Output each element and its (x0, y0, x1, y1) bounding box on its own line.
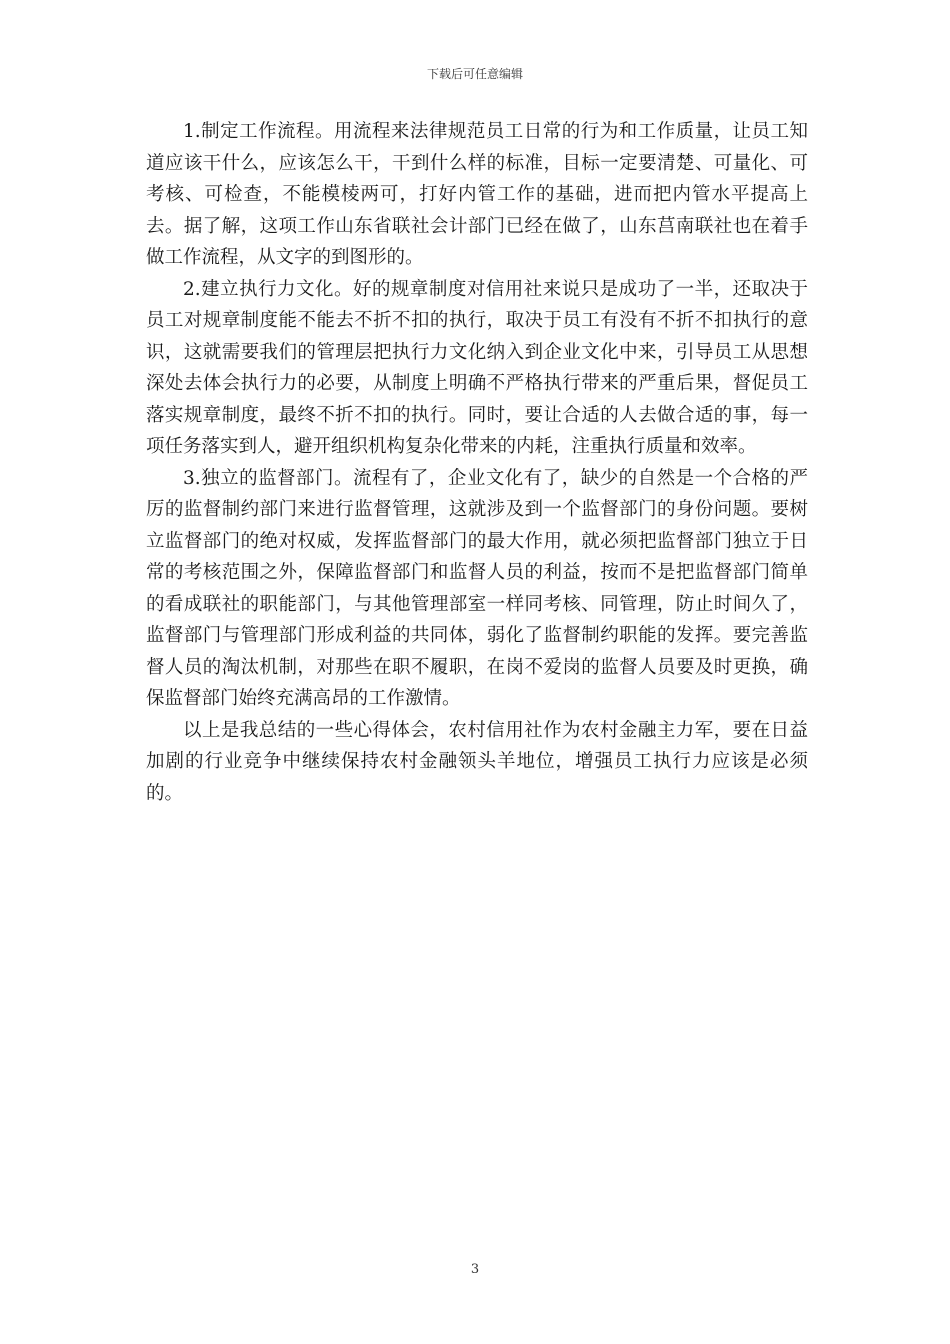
document-body (146, 116, 808, 809)
page-header: 下载后可任意编辑 (426, 67, 523, 81)
paragraph-execution-culture: 2.建立执行力文化。好的规章制度对信用社来说只是成功了一半，还取决于员工对规章制度能不能去不折不扣的执行，取决于员工有没有不折不扣执行的意识，这就需要我们的管理层把执行力文化纳入到企业文化中来，引导员工从思想深处去体会执行力的必要，从制度上明确不严格执行带来的严重后果，督促员工落实规章制度，最终不折不扣的执行。同时，要让合适的人去做合适的事，每一项任务落实到人，避开组织机构复杂化带来的内耗，注重执行质量和效率。 (146, 278, 808, 457)
paragraph-supervision-department: 3.独立的监督部门。流程有了，企业文化有了，缺少的自然是一个合格的严厉的监督制约部门来进行监督管理，这就涉及到一个监督部门的身份问题。要树立监督部门的绝对权威，发挥监督部门的最大作用，就必须把监督部门独立于日常的考核范围之外，保障监督部门和监督人员的利益，按而不是把监督部门简单的看成联社的职能部门，与其他管理部室一样同考核、同管理，防止时间久了，监督部门与管理部门形成利益的共同体，弱化了监督制约职能的发挥。要完善监督人员的淘汰机制，对那些在职不履职，在岗不爱岗的监督人员要及时更换，确保监督部门始终充满高昂的工作激情。 (146, 467, 808, 709)
paragraph-conclusion: 以上是我总结的一些心得体会，农村信用社作为农村金融主力军，要在日益加剧的行业竞争中继续保持农村金融领头羊地位，增强员工执行力应该是必须的。 (146, 719, 808, 804)
paragraph-workflow: 1.制定工作流程。用流程来法律规范员工日常的行为和工作质量，让员工知道应该干什么，应该怎么干，干到什么样的标准，目标一定要清楚、可量化、可考核、可检查，不能模棱两可，打好内管工作的基础，进而把内管水平提高上去。据了解，这项工作山东省联社会计部门已经在做了，山东莒南联社也在着手做工作流程，从文字的到图形的。 (146, 121, 808, 268)
page-number: 3 (470, 1262, 480, 1277)
